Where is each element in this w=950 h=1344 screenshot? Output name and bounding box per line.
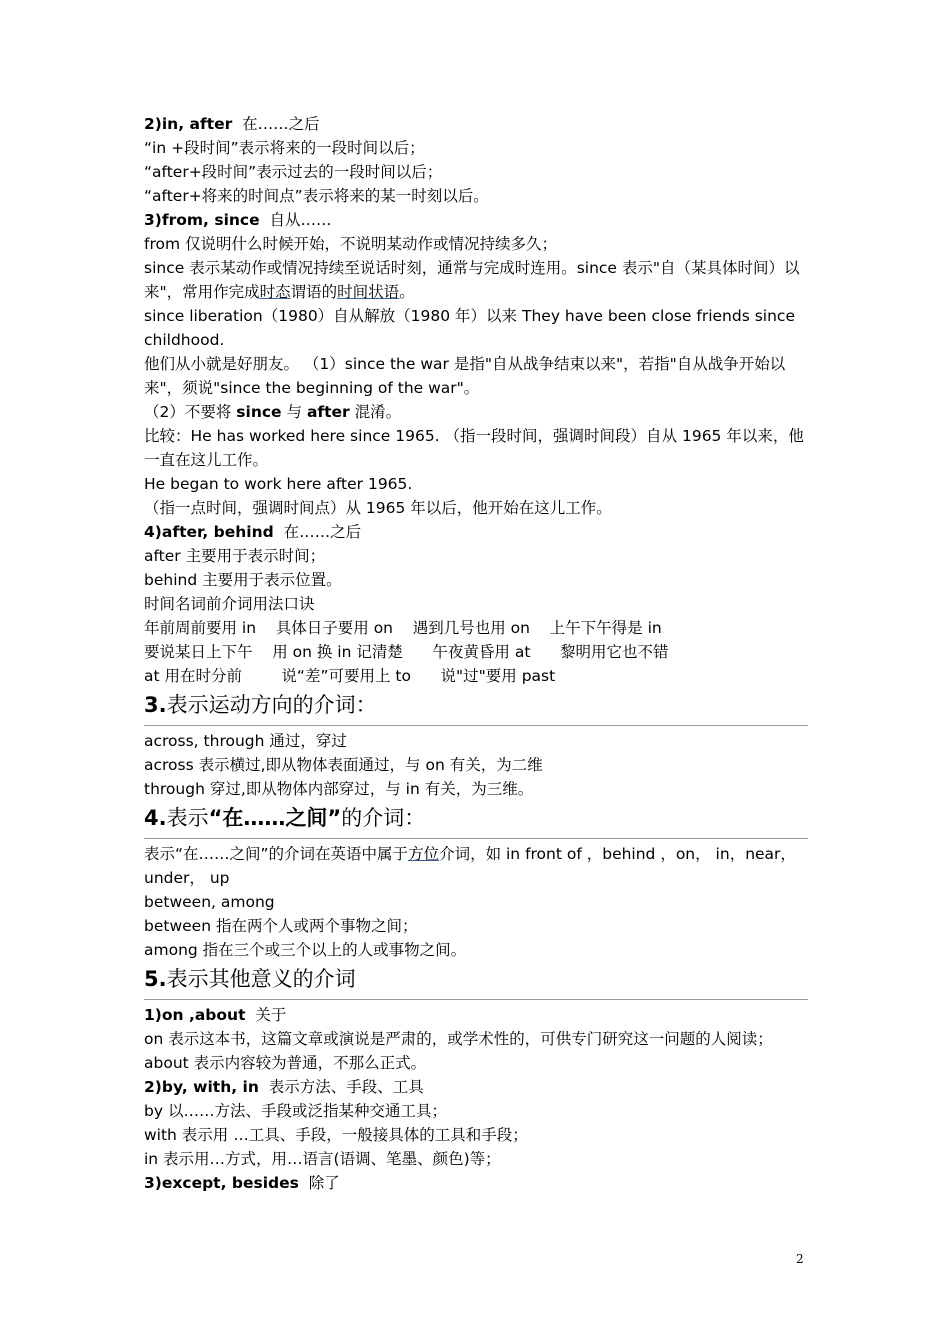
section-heading-5: 5.表示其他意义的介词: [144, 967, 356, 991]
paragraph: across, through 通过，穿过: [144, 732, 347, 750]
paragraph: “after+将来的时间点”表示将来的某一时刻以后。: [144, 187, 489, 205]
paragraph: （2）不要将 since 与 after 混淆。: [144, 403, 402, 421]
paragraph: （指一点时间，强调时间点）从 1965 年以后，他开始在这儿工作。: [144, 499, 612, 517]
paragraph: “after+段时间”表示过去的一段时间以后；: [144, 163, 443, 181]
subheading-in-after: 2)in, after 在……之后: [144, 115, 320, 133]
paragraph: since liberation（1980）自从解放（1980 年）以来 They have been close friends since childhood.: [144, 307, 795, 349]
page-number: 2: [796, 1252, 804, 1266]
rhyme-title: 时间名词前介词用法口诀: [144, 595, 315, 613]
subheading-from-since: 3)from, since 自从……: [144, 211, 332, 229]
link-shitai[interactable]: 时态: [259, 283, 291, 301]
subheading-except-besides: 3)except, besides 除了: [144, 1174, 340, 1192]
paragraph: 比较：He has worked here since 1965. （指一段时间，强调时间段）自从 1965 年以来，他一直在这儿工作。: [144, 427, 804, 469]
paragraph: 他们从小就是好朋友。 （1）since the war 是指"自从战争结束以来"，若指"自从战争开始以来"，须说"since the beginning of the war"。: [144, 355, 786, 397]
subheading-on-about: 1)on ,about 关于: [144, 1006, 287, 1024]
paragraph: through 穿过,即从物体内部穿过，与 in 有关，为三维。: [144, 780, 534, 798]
section-divider: [144, 838, 808, 839]
paragraph: “in +段时间”表示将来的一段时间以后；: [144, 139, 425, 157]
paragraph: across 表示横过,即从物体表面通过，与 on 有关，为二维: [144, 756, 543, 774]
section-divider: [144, 999, 808, 1000]
subheading-after-behind: 4)after, behind 在……之后: [144, 523, 362, 541]
paragraph: about 表示内容较为普通，不那么正式。: [144, 1054, 427, 1072]
link-shijianzhuangyu[interactable]: 时间状语: [337, 283, 400, 301]
paragraph: on 表示这本书，这篇文章或演说是严肃的，或学术性的，可供专门研究这一问题的人阅读；: [144, 1030, 773, 1048]
section-heading-3: 3.表示运动方向的介词：: [144, 693, 377, 717]
subheading-by-with-in: 2)by, with, in 表示方法、手段、工具: [144, 1078, 424, 1096]
section-heading-4: 4.表示“在……之间”的介词：: [144, 806, 426, 830]
paragraph: He began to work here after 1965.: [144, 475, 413, 493]
rhyme-line: 要说某日上下午 用 on 换 in 记清楚 午夜黄昏用 at 黎明用它也不错: [144, 643, 669, 661]
rhyme-line: at 用在时分前 说“差”可要用上 to 说"过"要用 past: [144, 667, 556, 685]
paragraph: with 表示用 …工具、手段，一般接具体的工具和手段；: [144, 1126, 528, 1144]
link-fangwei[interactable]: 方位: [408, 845, 440, 863]
paragraph: since 表示某动作或情况持续至说话时刻，通常与完成时连用。since 表示"自（某具体时间）以来"，常用作完成时态谓语的时间状语。: [144, 259, 800, 301]
paragraph: by 以……方法、手段或泛指某种交通工具；: [144, 1102, 447, 1120]
paragraph: after 主要用于表示时间；: [144, 547, 326, 565]
section-divider: [144, 725, 808, 726]
paragraph: behind 主要用于表示位置。: [144, 571, 342, 589]
rhyme-line: 年前周前要用 in 具体日子要用 on 遇到几号也用 on 上午下午得是 in: [144, 619, 662, 637]
paragraph: in 表示用…方式，用…语言(语调、笔墨、颜色)等；: [144, 1150, 501, 1168]
document-body: [144, 112, 808, 1195]
paragraph: between, among: [144, 893, 275, 911]
paragraph: 表示“在……之间”的介词在英语中属于方位介词，如 in front of ，behind ，on， in，near， under， up: [144, 845, 796, 887]
paragraph: among 指在三个或三个以上的人或事物之间。: [144, 941, 467, 959]
paragraph: between 指在两个人或两个事物之间；: [144, 917, 418, 935]
paragraph: from 仅说明什么时候开始，不说明某动作或情况持续多久；: [144, 235, 557, 253]
